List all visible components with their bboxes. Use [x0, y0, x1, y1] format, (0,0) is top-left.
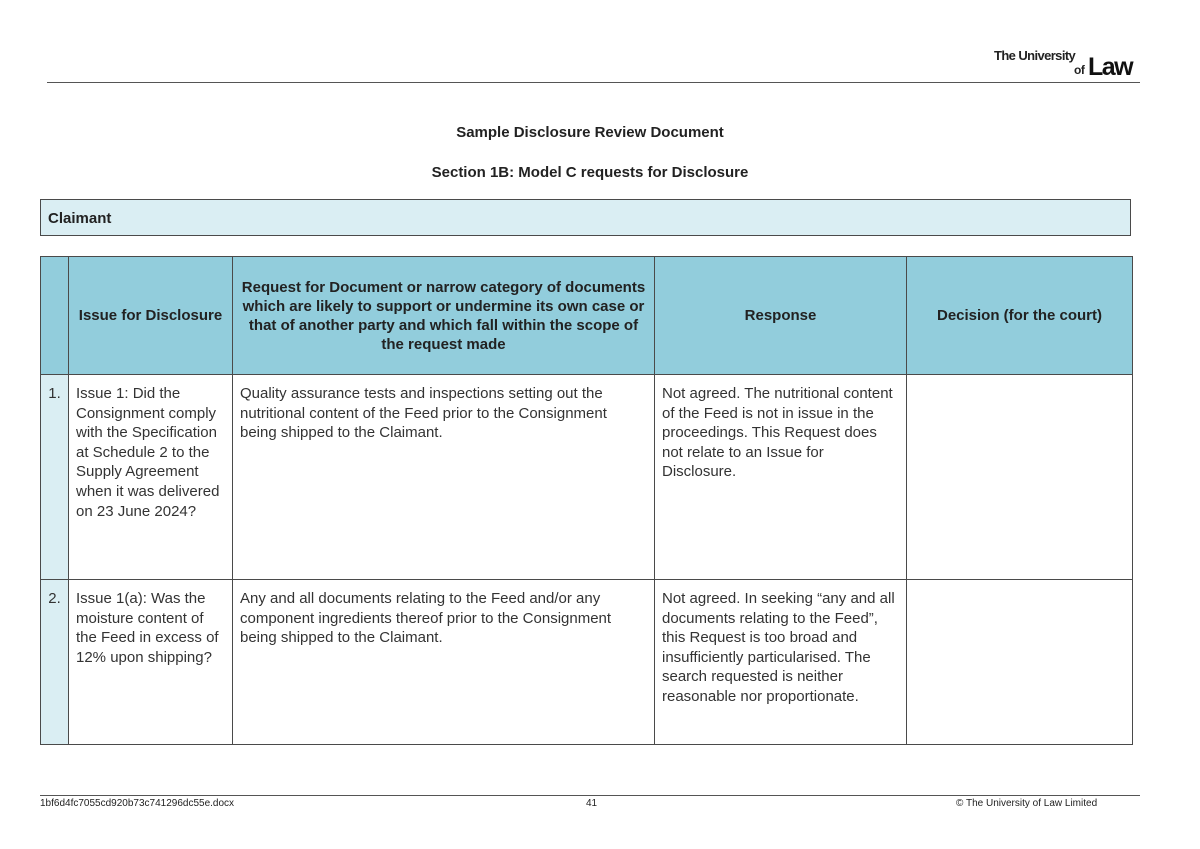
header-request: Request for Document or narrow category of documents which are likely to support or undermine its own case or that of another party and which fall within the scope of the request made: [233, 257, 655, 375]
issue-cell: Issue 1(a): Was the moisture content of the Feed in excess of 12% upon shipping?: [69, 580, 233, 745]
response-cell: Not agreed. The nutritional content of the Feed is not in issue in the proceedings. This Request does not relate to an Issue for Disclosure.: [655, 375, 907, 580]
university-logo: [994, 48, 1144, 81]
footer-page-number: 41: [586, 798, 598, 809]
logo-law: Law: [1088, 53, 1133, 81]
header-rule: [47, 82, 1140, 83]
footer-copyright: © The University of Law Limited: [956, 798, 1098, 809]
section-title: Section 1B: Model C requests for Disclosure: [431, 164, 749, 181]
document-title: Sample Disclosure Review Document: [456, 124, 724, 141]
row-number: 1.: [41, 375, 69, 580]
footer-rule: [40, 795, 1140, 796]
logo-of: of: [1074, 63, 1085, 77]
header-issue: Issue for Disclosure: [69, 257, 233, 375]
table-row: [41, 375, 1133, 580]
row-number: 2.: [41, 580, 69, 745]
header-number: [41, 257, 69, 375]
decision-cell: [907, 580, 1133, 745]
table-header-row: [41, 257, 1133, 375]
header-response: Response: [655, 257, 907, 375]
request-cell: Quality assurance tests and inspections setting out the nutritional content of the Feed prior to the Consignment being shipped to the Claimant.: [233, 375, 655, 580]
disclosure-table: [40, 256, 1133, 745]
header-decision: Decision (for the court): [907, 257, 1133, 375]
response-cell: Not agreed. In seeking “any and all documents relating to the Feed”, this Request is too broad and insufficiently particularised. The search requested is neither reasonable nor proportionate.: [655, 580, 907, 745]
footer-filename: 1bf6d4fc7055cd920b73c741296dc55e.docx: [40, 798, 235, 809]
logo-line1: The University: [994, 48, 1076, 63]
party-banner: Claimant: [40, 199, 1131, 236]
decision-cell: [907, 375, 1133, 580]
issue-cell: Issue 1: Did the Consignment comply with the Specification at Schedule 2 to the Supply Agreement when it was delivered on 23 June 2024?: [69, 375, 233, 580]
table-row: [41, 580, 1133, 745]
request-cell: Any and all documents relating to the Feed and/or any component ingredients thereof prior to the Consignment being shipped to the Claimant.: [233, 580, 655, 745]
